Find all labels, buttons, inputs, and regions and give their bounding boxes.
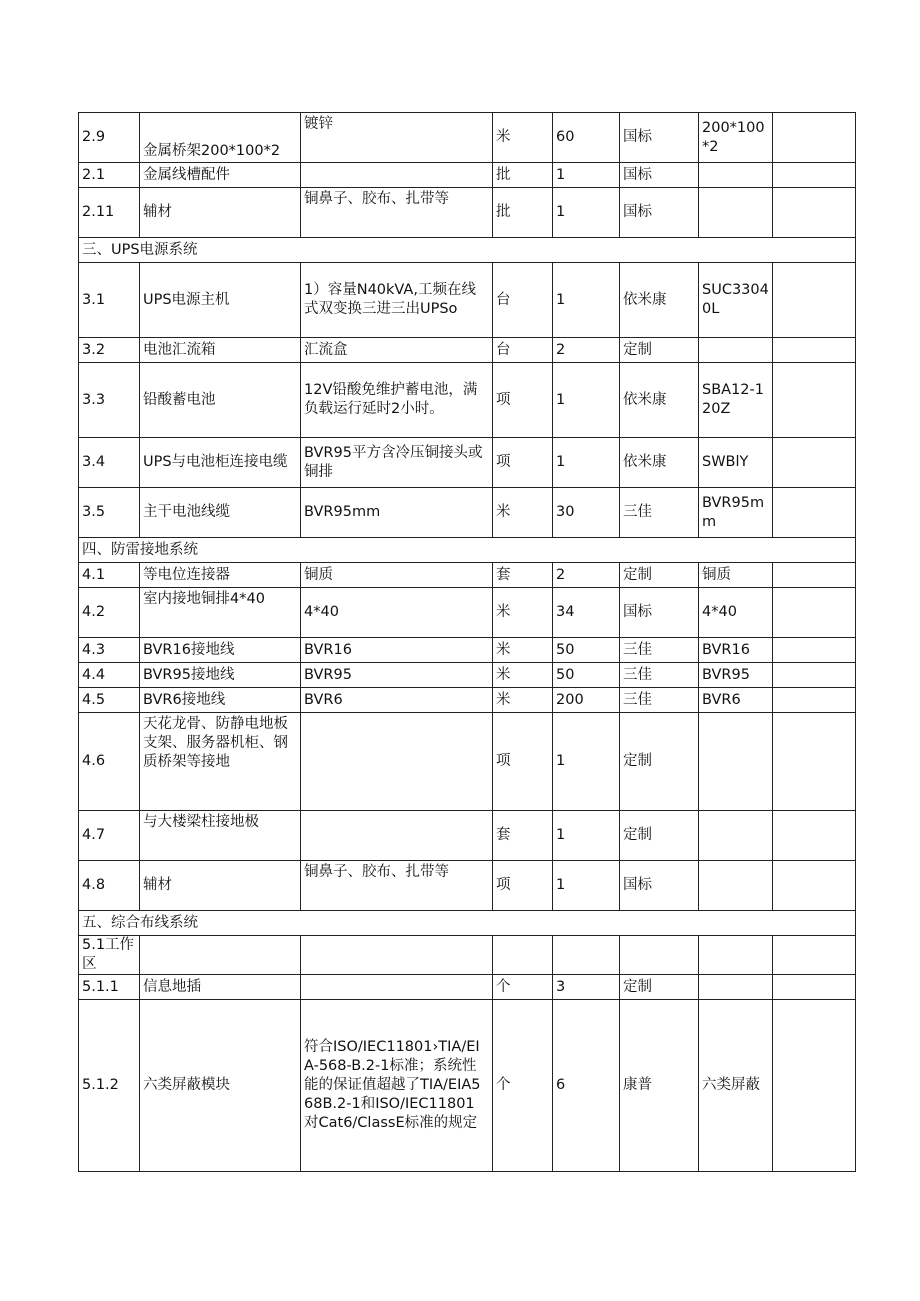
item-number: 2.1 — [79, 163, 140, 188]
item-model — [699, 975, 773, 1000]
item-brand: 三佳 — [620, 488, 699, 538]
item-remark — [773, 563, 856, 588]
item-quantity: 60 — [553, 113, 620, 163]
item-name: 与大楼梁柱接地极 — [140, 811, 301, 861]
item-number: 2.11 — [79, 188, 140, 238]
item-brand: 依米康 — [620, 263, 699, 338]
section-title: 三、UPS电源系统 — [79, 238, 856, 263]
item-name: BVR6接地线 — [140, 688, 301, 713]
item-unit: 项 — [493, 713, 553, 811]
item-quantity — [553, 936, 620, 975]
item-number: 4.3 — [79, 638, 140, 663]
item-remark — [773, 588, 856, 638]
item-name: 主干电池线缆 — [140, 488, 301, 538]
item-brand: 国标 — [620, 163, 699, 188]
table-row — [79, 688, 856, 713]
item-model: BVR16 — [699, 638, 773, 663]
item-model: SUC33040L — [699, 263, 773, 338]
section-row — [79, 238, 856, 263]
table-row — [79, 861, 856, 911]
item-remark — [773, 975, 856, 1000]
table-row — [79, 663, 856, 688]
table-row — [79, 1000, 856, 1172]
item-spec: 符合ISO/IEC11801›TIA/EIA-568-B.2-1标准；系统性能的保证值超越了TIA/EIA568B.2-1和ISO/IEC11801对Cat6/ClassE标准的规定 — [301, 1000, 493, 1172]
item-remark — [773, 263, 856, 338]
item-number: 2.9 — [79, 113, 140, 163]
item-remark — [773, 363, 856, 438]
item-unit: 个 — [493, 975, 553, 1000]
table-row — [79, 338, 856, 363]
item-model — [699, 163, 773, 188]
item-spec — [301, 713, 493, 811]
item-name: 金属桥架200*100*2 — [140, 113, 301, 163]
item-spec — [301, 811, 493, 861]
item-unit: 台 — [493, 263, 553, 338]
item-remark — [773, 638, 856, 663]
item-number: 5.1.2 — [79, 1000, 140, 1172]
item-quantity: 1 — [553, 263, 620, 338]
item-spec: BVR95平方含冷压铜接头或铜排 — [301, 438, 493, 488]
item-model: SBA12-120Z — [699, 363, 773, 438]
item-unit — [493, 936, 553, 975]
item-name: UPS电源主机 — [140, 263, 301, 338]
item-quantity: 50 — [553, 638, 620, 663]
item-brand: 依米康 — [620, 363, 699, 438]
item-quantity: 2 — [553, 563, 620, 588]
item-spec: BVR16 — [301, 638, 493, 663]
item-unit: 米 — [493, 638, 553, 663]
table-row — [79, 563, 856, 588]
item-unit: 批 — [493, 163, 553, 188]
item-name: BVR95接地线 — [140, 663, 301, 688]
item-spec: 1）容量N40kVA,工频在线式双变换三进三出UPSo — [301, 263, 493, 338]
item-number: 3.1 — [79, 263, 140, 338]
item-name: 信息地插 — [140, 975, 301, 1000]
item-spec — [301, 936, 493, 975]
item-name: UPS与电池柜连接电缆 — [140, 438, 301, 488]
item-unit: 米 — [493, 488, 553, 538]
item-remark — [773, 663, 856, 688]
item-model — [699, 713, 773, 811]
table-row — [79, 811, 856, 861]
item-unit: 米 — [493, 588, 553, 638]
item-brand: 三佳 — [620, 638, 699, 663]
item-number: 3.5 — [79, 488, 140, 538]
item-spec: 镀锌 — [301, 113, 493, 163]
table-row — [79, 713, 856, 811]
item-unit: 米 — [493, 113, 553, 163]
item-spec: 铜鼻子、胶布、扎带等 — [301, 188, 493, 238]
table-row — [79, 638, 856, 663]
item-remark — [773, 936, 856, 975]
item-quantity: 200 — [553, 688, 620, 713]
item-model — [699, 188, 773, 238]
section-title: 四、防雷接地系统 — [79, 538, 856, 563]
item-spec: 汇流盒 — [301, 338, 493, 363]
item-remark — [773, 688, 856, 713]
item-brand: 定制 — [620, 338, 699, 363]
item-remark — [773, 811, 856, 861]
item-quantity: 1 — [553, 861, 620, 911]
item-number: 5.1.1 — [79, 975, 140, 1000]
item-model: 4*40 — [699, 588, 773, 638]
item-quantity: 30 — [553, 488, 620, 538]
item-quantity: 1 — [553, 163, 620, 188]
item-unit: 项 — [493, 363, 553, 438]
item-model — [699, 936, 773, 975]
item-spec: 铜鼻子、胶布、扎带等 — [301, 861, 493, 911]
item-quantity: 34 — [553, 588, 620, 638]
item-quantity: 1 — [553, 713, 620, 811]
item-number: 4.7 — [79, 811, 140, 861]
item-number: 5.1工作区 — [79, 936, 140, 975]
item-spec: 4*40 — [301, 588, 493, 638]
item-number: 4.2 — [79, 588, 140, 638]
item-brand: 三佳 — [620, 688, 699, 713]
item-quantity: 1 — [553, 363, 620, 438]
table-row — [79, 936, 856, 975]
item-number: 3.4 — [79, 438, 140, 488]
item-model: BVR6 — [699, 688, 773, 713]
item-brand: 国标 — [620, 188, 699, 238]
table-row — [79, 588, 856, 638]
table-row — [79, 163, 856, 188]
item-unit: 套 — [493, 811, 553, 861]
item-brand: 定制 — [620, 563, 699, 588]
table-row — [79, 975, 856, 1000]
item-unit: 米 — [493, 663, 553, 688]
item-name: 辅材 — [140, 861, 301, 911]
item-brand: 国标 — [620, 588, 699, 638]
item-unit: 台 — [493, 338, 553, 363]
item-spec: BVR6 — [301, 688, 493, 713]
item-model: 六类屏蔽 — [699, 1000, 773, 1172]
item-remark — [773, 488, 856, 538]
table-row — [79, 363, 856, 438]
item-unit: 套 — [493, 563, 553, 588]
item-spec: 铜质 — [301, 563, 493, 588]
item-remark — [773, 338, 856, 363]
item-brand: 依米康 — [620, 438, 699, 488]
item-quantity: 1 — [553, 438, 620, 488]
item-quantity: 50 — [553, 663, 620, 688]
item-spec — [301, 163, 493, 188]
item-number: 4.4 — [79, 663, 140, 688]
item-name: 等电位连接器 — [140, 563, 301, 588]
item-spec: BVR95 — [301, 663, 493, 688]
item-brand: 定制 — [620, 713, 699, 811]
item-model: BVR95 — [699, 663, 773, 688]
item-remark — [773, 113, 856, 163]
item-model: 200*100*2 — [699, 113, 773, 163]
item-brand: 国标 — [620, 861, 699, 911]
item-unit: 个 — [493, 1000, 553, 1172]
item-spec: BVR95mm — [301, 488, 493, 538]
item-quantity: 2 — [553, 338, 620, 363]
equipment-table — [78, 112, 856, 1172]
item-model: SWBlY — [699, 438, 773, 488]
item-quantity: 1 — [553, 811, 620, 861]
item-name: 天花龙骨、防静电地板支架、服务器机柜、钢质桥架等接地 — [140, 713, 301, 811]
item-brand: 定制 — [620, 975, 699, 1000]
item-quantity: 6 — [553, 1000, 620, 1172]
item-unit: 批 — [493, 188, 553, 238]
item-number: 3.3 — [79, 363, 140, 438]
item-model — [699, 861, 773, 911]
item-remark — [773, 713, 856, 811]
item-remark — [773, 438, 856, 488]
item-number: 4.5 — [79, 688, 140, 713]
table-row — [79, 188, 856, 238]
item-brand: 三佳 — [620, 663, 699, 688]
item-unit: 米 — [493, 688, 553, 713]
item-brand: 康普 — [620, 1000, 699, 1172]
item-remark — [773, 1000, 856, 1172]
item-model — [699, 338, 773, 363]
section-title: 五、综合布线系统 — [79, 911, 856, 936]
item-model: 铜质 — [699, 563, 773, 588]
item-model — [699, 811, 773, 861]
item-number: 4.1 — [79, 563, 140, 588]
item-name: 辅材 — [140, 188, 301, 238]
item-brand — [620, 936, 699, 975]
section-row — [79, 538, 856, 563]
item-name — [140, 936, 301, 975]
item-spec — [301, 975, 493, 1000]
item-quantity: 1 — [553, 188, 620, 238]
item-brand: 定制 — [620, 811, 699, 861]
item-model: BVR95mm — [699, 488, 773, 538]
item-name: BVR16接地线 — [140, 638, 301, 663]
item-quantity: 3 — [553, 975, 620, 1000]
item-number: 3.2 — [79, 338, 140, 363]
item-spec: 12V铅酸免维护蓄电池，满负载运行延时2小时。 — [301, 363, 493, 438]
table-row — [79, 263, 856, 338]
item-unit: 项 — [493, 438, 553, 488]
section-row — [79, 911, 856, 936]
item-brand: 国标 — [620, 113, 699, 163]
item-number: 4.8 — [79, 861, 140, 911]
item-name: 室内接地铜排4*40 — [140, 588, 301, 638]
table-row — [79, 438, 856, 488]
item-remark — [773, 163, 856, 188]
item-name: 六类屏蔽模块 — [140, 1000, 301, 1172]
item-remark — [773, 188, 856, 238]
item-name: 金属线槽配件 — [140, 163, 301, 188]
item-name: 铅酸蓄电池 — [140, 363, 301, 438]
table-row — [79, 488, 856, 538]
item-number: 4.6 — [79, 713, 140, 811]
item-unit: 项 — [493, 861, 553, 911]
item-remark — [773, 861, 856, 911]
item-name: 电池汇流箱 — [140, 338, 301, 363]
table-row — [79, 113, 856, 163]
